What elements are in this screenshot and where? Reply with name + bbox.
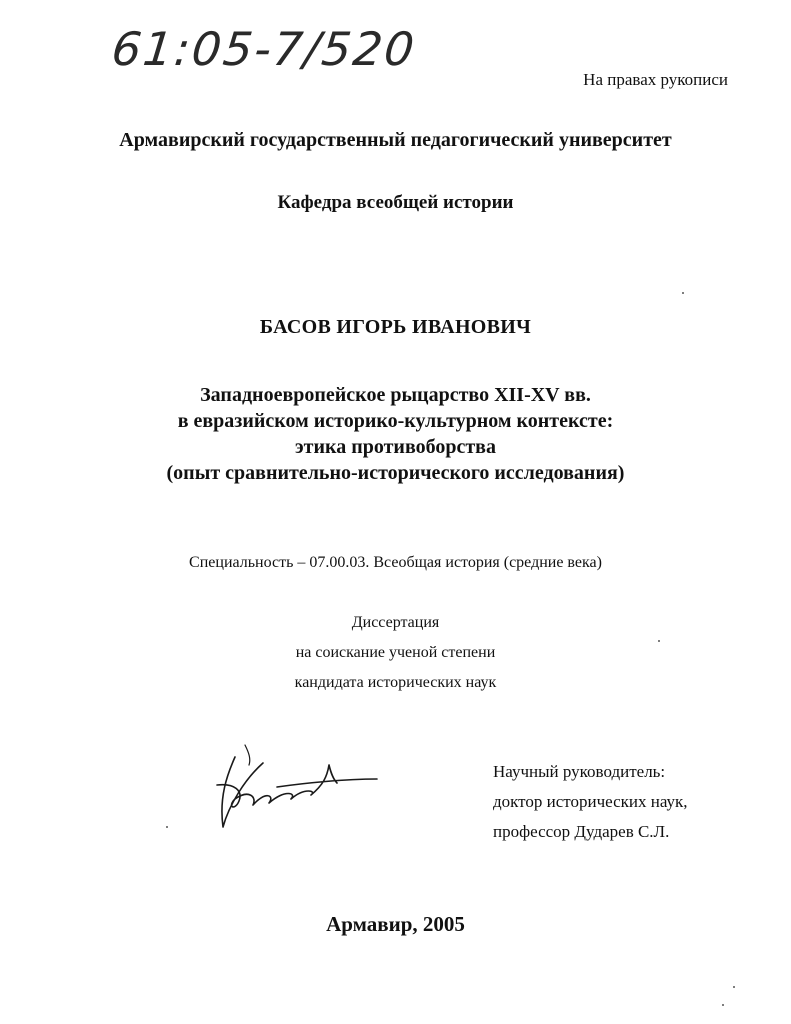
dissertation-title-line-3: этика противоборства: [295, 436, 496, 458]
supervisor-label: Научный руководитель:: [493, 762, 666, 781]
university-name: Армавирский государственный педагогический университет: [119, 129, 672, 151]
supervisor-degree: доктор исторических наук,: [493, 792, 688, 811]
scan-speck: [722, 1004, 724, 1006]
thesis-degree: кандидата исторических наук: [294, 674, 497, 691]
scan-speck: [682, 292, 684, 294]
author-name: БАСОВ ИГОРЬ ИВАНОВИЧ: [259, 316, 532, 338]
department-name: Кафедра всеобщей истории: [277, 192, 514, 213]
scan-speck: [658, 640, 660, 642]
scan-speck: [733, 986, 735, 988]
city-year: Армавир, 2005: [326, 912, 465, 936]
dissertation-title-line-1: Западноевропейское рыцарство XII-XV вв.: [200, 384, 591, 406]
thesis-type: Диссертация: [351, 614, 440, 631]
scan-speck: [166, 826, 168, 828]
dissertation-title-line-2: в евразийском историко-культурном контексте:: [177, 410, 614, 432]
specialty-code: Специальность – 07.00.03. Всеобщая история (средние века): [189, 554, 602, 571]
thesis-purpose: на соискание ученой степени: [295, 644, 496, 661]
handwritten-catalog-number: 61:05-7/520: [109, 22, 419, 76]
dissertation-title-line-4: (опыт сравнительно-исторического исследования): [166, 462, 625, 484]
author-signature: [205, 735, 385, 835]
supervisor-name: профессор Дударев С.Л.: [493, 822, 670, 841]
rights-notice: На правах рукописи: [583, 70, 728, 89]
